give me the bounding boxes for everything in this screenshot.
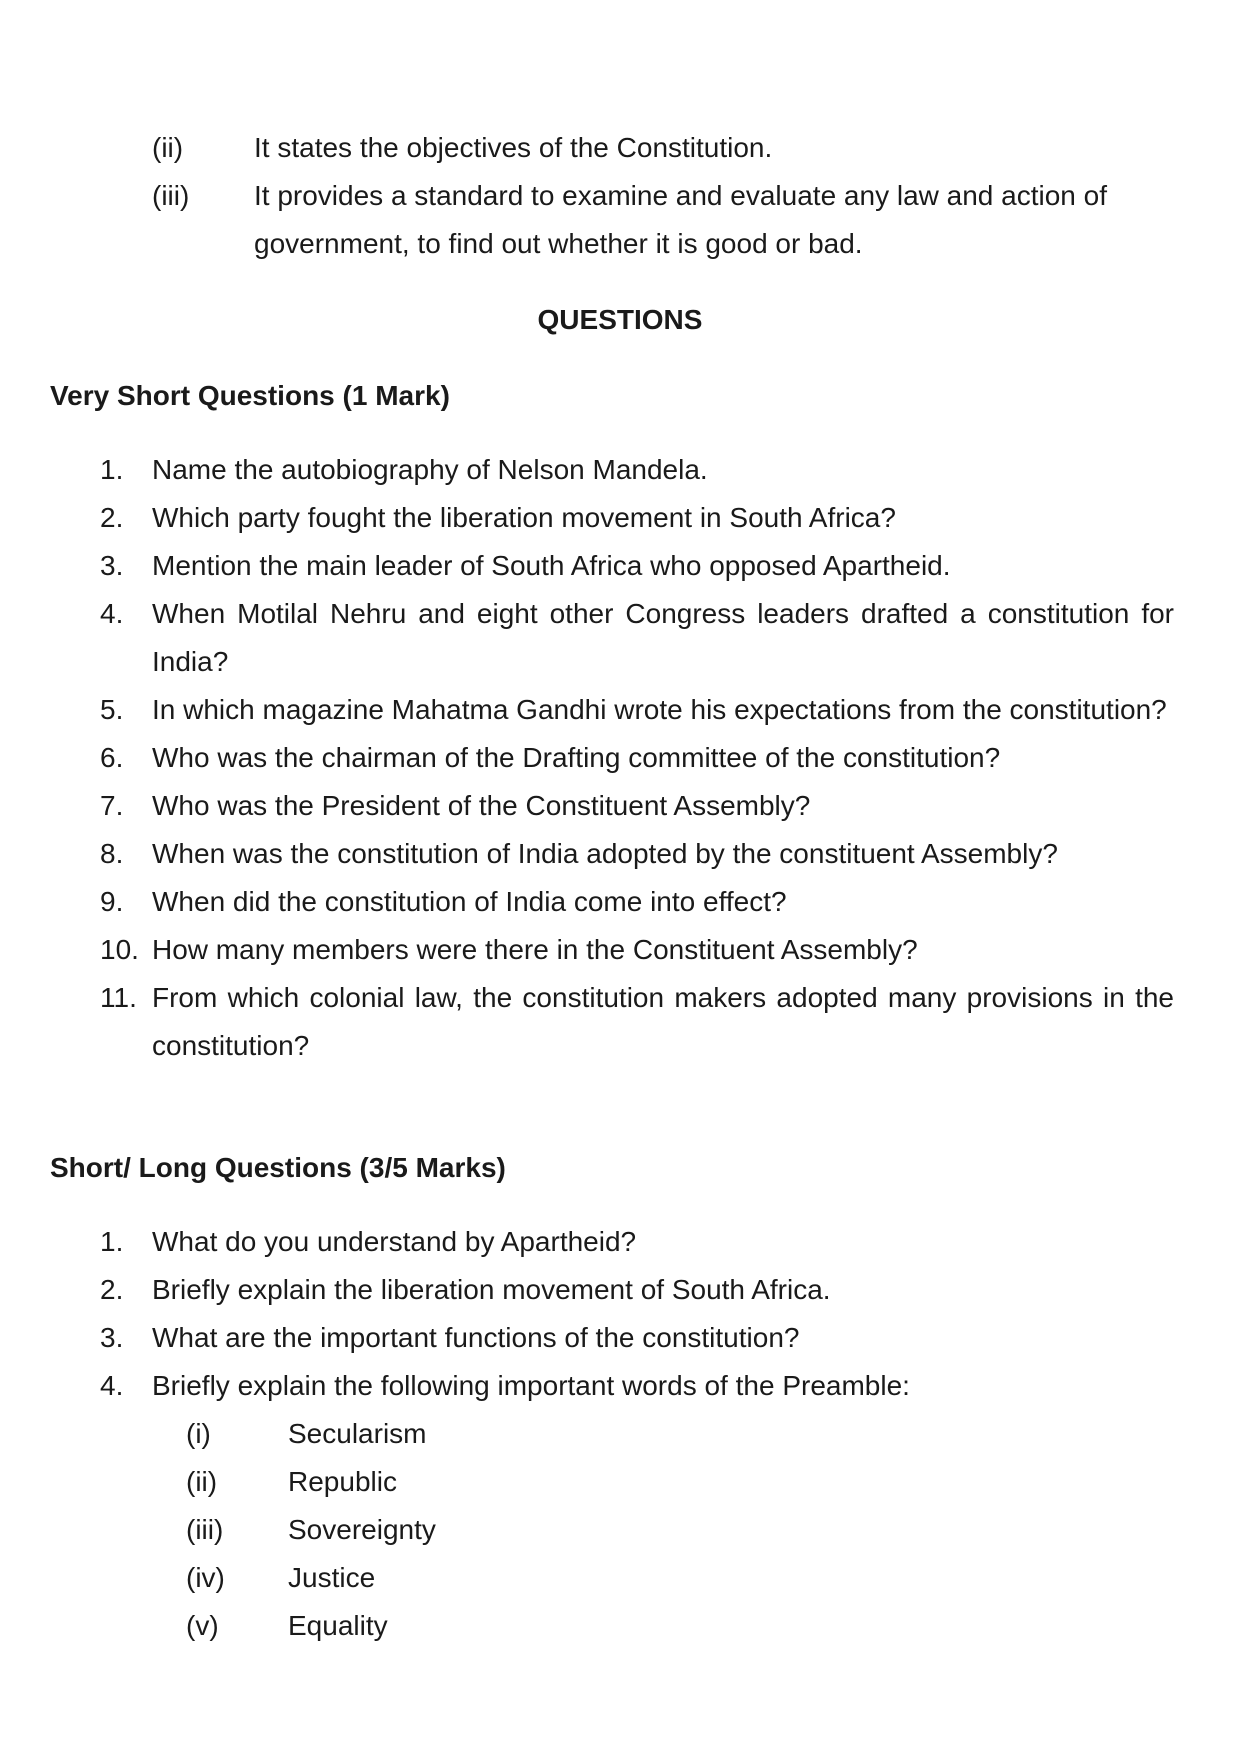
preamble-term bbox=[186, 1554, 786, 1602]
intro-point-number: (ii) bbox=[152, 132, 184, 163]
term-text: Equality bbox=[288, 1610, 388, 1641]
question-number: 2. bbox=[100, 502, 124, 533]
question-item bbox=[100, 1266, 1174, 1314]
term-number: (i) bbox=[186, 1418, 211, 1449]
question-text: When Motilal Nehru and eight other Congress leaders drafted a constitution for India? bbox=[152, 598, 1174, 677]
preamble-term bbox=[186, 1458, 786, 1506]
question-number: 2. bbox=[100, 1274, 124, 1305]
question-item bbox=[100, 974, 1174, 1070]
question-item bbox=[100, 734, 1174, 782]
very-short-heading: Very Short Questions (1 Mark) bbox=[50, 380, 450, 411]
question-number: 4. bbox=[100, 1370, 124, 1401]
question-number: 5. bbox=[100, 694, 124, 725]
preamble-term bbox=[186, 1506, 786, 1554]
question-text: Name the autobiography of Nelson Mandela. bbox=[152, 454, 708, 485]
preamble-terms-list bbox=[186, 1410, 786, 1650]
question-text: What are the important functions of the constitution? bbox=[152, 1322, 800, 1353]
question-item bbox=[100, 1218, 1174, 1266]
question-number: 8. bbox=[100, 838, 124, 869]
question-item bbox=[100, 494, 1174, 542]
question-number: 10. bbox=[100, 934, 139, 965]
intro-point bbox=[152, 172, 1182, 268]
question-text: What do you understand by Apartheid? bbox=[152, 1226, 637, 1257]
question-number: 11. bbox=[100, 982, 137, 1013]
term-number: (ii) bbox=[186, 1466, 218, 1497]
question-number: 3. bbox=[100, 550, 124, 581]
question-item bbox=[100, 590, 1174, 686]
question-text: When was the constitution of India adopted by the constituent Assembly? bbox=[152, 838, 1058, 869]
question-item bbox=[100, 1362, 1174, 1410]
question-text: Who was the chairman of the Drafting committee of the constitution? bbox=[152, 742, 1001, 773]
question-number: 7. bbox=[100, 790, 124, 821]
question-item bbox=[100, 446, 1174, 494]
question-text: When did the constitution of India come into effect? bbox=[152, 886, 787, 917]
section-title: QUESTIONS bbox=[537, 304, 703, 335]
very-short-question-list bbox=[100, 446, 1174, 1070]
short-long-question-list bbox=[100, 1218, 1174, 1410]
question-item bbox=[100, 686, 1174, 734]
intro-point-number: (iii) bbox=[152, 180, 190, 211]
question-number: 4. bbox=[100, 598, 124, 629]
question-number: 1. bbox=[100, 454, 124, 485]
term-number: (iii) bbox=[186, 1514, 224, 1545]
term-text: Secularism bbox=[288, 1418, 427, 1449]
question-text: From which colonial law, the constitution makers adopted many provisions in the constitution? bbox=[152, 982, 1174, 1061]
question-text: In which magazine Mahatma Gandhi wrote his expectations from the constitution? bbox=[152, 694, 1167, 725]
question-number: 1. bbox=[100, 1226, 124, 1257]
question-text: Briefly explain the liberation movement of South Africa. bbox=[152, 1274, 831, 1305]
question-text: Briefly explain the following important words of the Preamble: bbox=[152, 1370, 910, 1401]
question-text: Who was the President of the Constituent Assembly? bbox=[152, 790, 811, 821]
intro-point-text: It states the objectives of the Constitution. bbox=[254, 132, 773, 163]
term-number: (v) bbox=[186, 1610, 219, 1641]
question-item bbox=[100, 830, 1174, 878]
term-text: Sovereignty bbox=[288, 1514, 436, 1545]
question-item bbox=[100, 1314, 1174, 1362]
preamble-term bbox=[186, 1602, 786, 1650]
intro-point bbox=[152, 124, 1182, 172]
term-text: Republic bbox=[288, 1466, 397, 1497]
question-number: 6. bbox=[100, 742, 124, 773]
intro-points bbox=[152, 124, 1182, 268]
question-number: 3. bbox=[100, 1322, 124, 1353]
intro-point-text: It provides a standard to examine and evaluate any law and action of government, to find out whether it is good or bad. bbox=[254, 180, 1107, 259]
question-number: 9. bbox=[100, 886, 124, 917]
preamble-term bbox=[186, 1410, 786, 1458]
question-text: Which party fought the liberation movement in South Africa? bbox=[152, 502, 896, 533]
question-text: How many members were there in the Constituent Assembly? bbox=[152, 934, 918, 965]
question-item bbox=[100, 878, 1174, 926]
term-number: (iv) bbox=[186, 1562, 225, 1593]
short-long-heading: Short/ Long Questions (3/5 Marks) bbox=[50, 1152, 506, 1183]
question-item bbox=[100, 926, 1174, 974]
question-item bbox=[100, 782, 1174, 830]
question-item bbox=[100, 542, 1174, 590]
question-text: Mention the main leader of South Africa who opposed Apartheid. bbox=[152, 550, 951, 581]
term-text: Justice bbox=[288, 1562, 376, 1593]
